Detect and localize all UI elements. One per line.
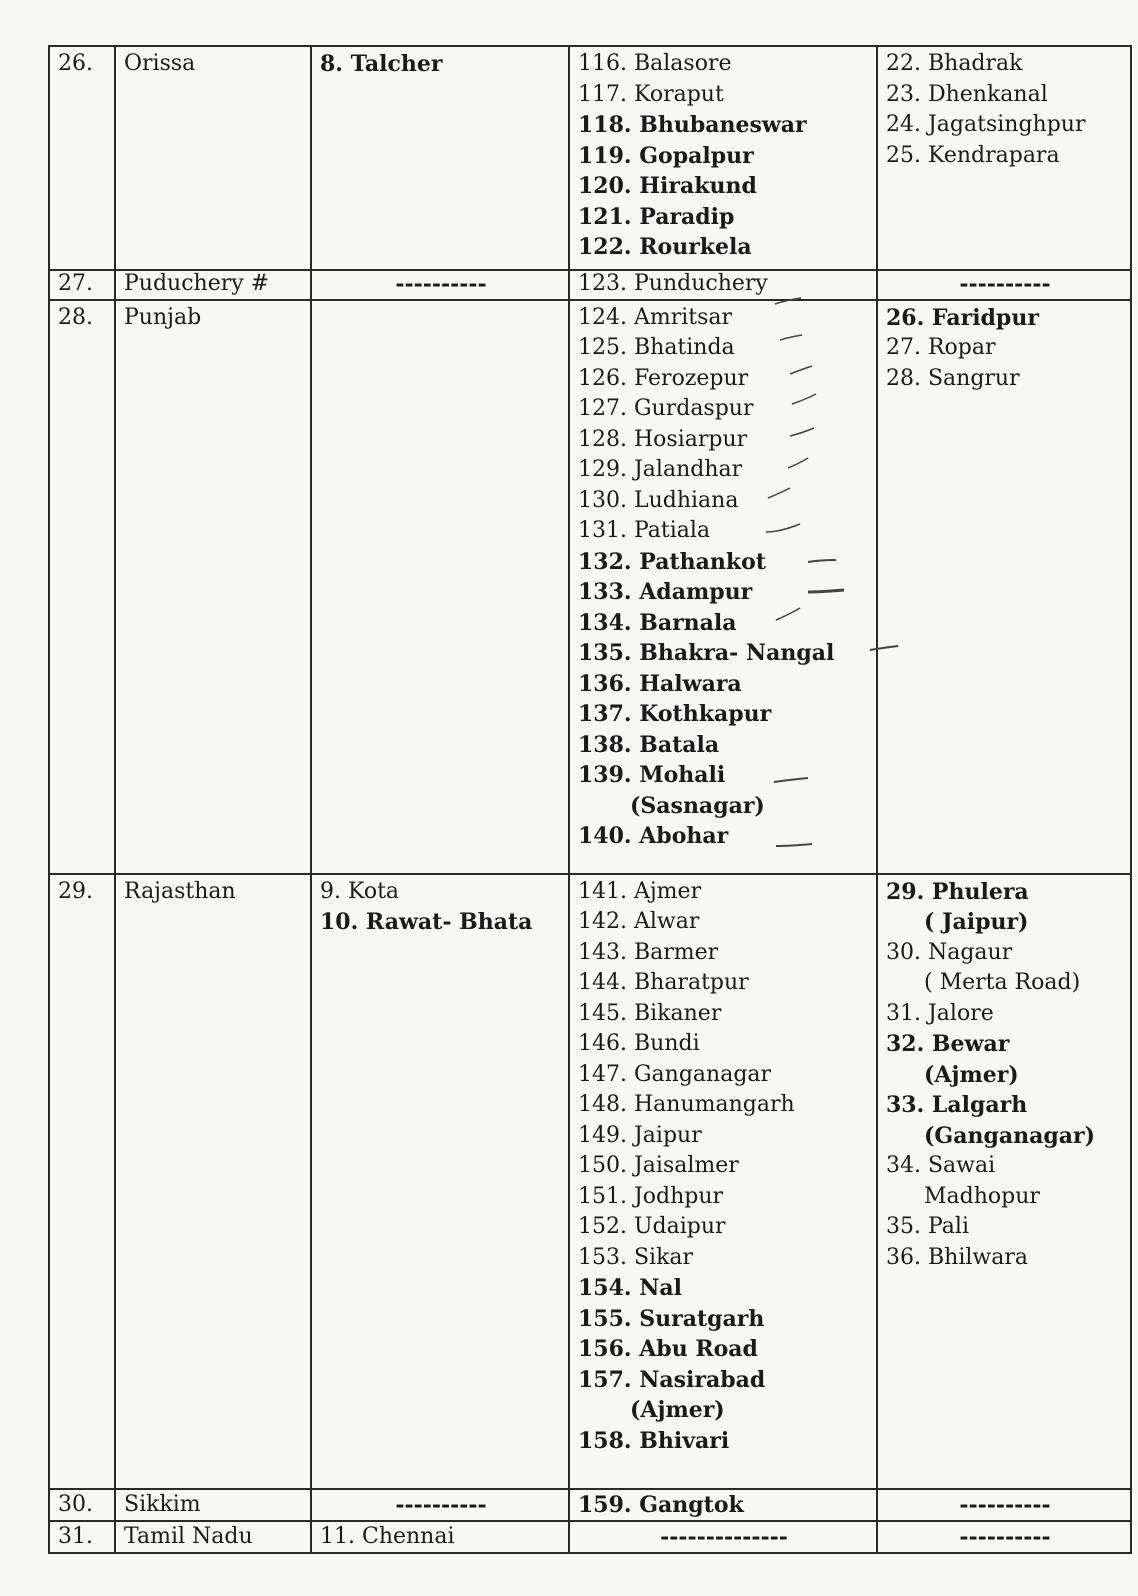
list-item: 117. Koraput [578,81,724,107]
list-item: 135. Bhakra- Nangal [578,640,835,666]
list-item: 33. Lalgarh [886,1092,1028,1118]
col3-cell [311,270,569,300]
list-item: 26. Faridpur [886,304,1039,331]
state-name-cell: Puduchery # [115,270,311,300]
col4-cell [569,270,877,300]
list-item: 147. Ganganagar [578,1061,772,1087]
empty-dash: ---------- [959,1491,1051,1518]
list-item: 122. Rourkela [578,234,752,260]
list-item: 8. Talcher [320,51,443,77]
list-item: 126. Ferozepur [578,365,749,391]
list-item: 9. Kota [320,878,400,904]
list-item: 120. Hirakund [578,173,757,199]
empty-dash: ---------- [959,270,1051,297]
list-item: ( Jaipur) [924,909,1029,935]
col4-cell [569,1521,877,1553]
list-item: 127. Gurdaspur [578,396,754,421]
list-item: 148. Hanumangarh [578,1092,795,1117]
col5-cell [877,1521,1131,1553]
list-item: 32. Bewar [886,1031,1010,1057]
list-item: 141. Ajmer [578,878,702,904]
list-item: 140. Abohar [578,823,729,849]
table-row [49,46,1131,270]
list-item: 129. Jalandhar [578,457,743,482]
table-row [49,300,1131,874]
list-item: 27. Ropar [886,335,996,360]
list-item: ( Merta Road) [924,970,1081,995]
list-item: 23. Dhenkanal [886,81,1048,107]
col4-cell [569,1489,877,1521]
list-item: 134. Barnala [578,609,737,636]
list-item: 151. Jodhpur [578,1183,724,1209]
list-item: 158. Bhivari [578,1427,730,1454]
list-item: 137. Kothkapur [578,701,772,727]
list-item: 124. Amritsar [578,304,733,330]
list-item: 157. Nasirabad [578,1366,766,1393]
table-row [49,874,1131,1489]
list-item: 138. Batala [578,731,720,758]
list-item: (Sasnagar) [630,792,765,819]
col5-cell [877,874,1131,1489]
col4-cell [569,46,877,270]
col5-cell [877,46,1131,270]
list-item: (Ganganagar) [924,1122,1095,1149]
col5-cell [877,270,1131,300]
col3-cell [311,46,569,270]
list-item: Madhopur [924,1183,1040,1209]
col5-cell [877,300,1131,874]
serial-number-cell: 30. [49,1489,115,1521]
empty-dash: ---------- [395,1491,487,1518]
col5-cell [877,1489,1131,1521]
list-item: 119. Gopalpur [578,142,754,169]
serial-number-cell: 31. [49,1521,115,1553]
list-item: 149. Jaipur [578,1122,702,1148]
col3-cell [311,874,569,1489]
list-item: 156. Abu Road [578,1336,758,1362]
state-name-cell: Orissa [115,46,311,270]
list-item: 153. Sikar [578,1244,694,1270]
table-row [49,1489,1131,1521]
serial-number-cell: 29. [49,874,115,1489]
serial-number-cell: 28. [49,300,115,874]
stations-table [48,45,1132,1554]
list-item: 36. Bhilwara [886,1244,1028,1270]
list-item: 34. Sawai [886,1153,996,1178]
list-item: 125. Bhatinda [578,335,735,360]
empty-dash: ---------- [395,270,487,297]
list-item: 31. Jalore [886,1000,994,1026]
list-item: 144. Bharatpur [578,970,749,995]
list-item: 152. Udaipur [578,1214,726,1239]
list-item: 154. Nal [578,1275,682,1301]
col3-cell [311,1521,569,1553]
col4-cell [569,300,877,874]
list-item: 155. Suratgarh [578,1305,765,1332]
list-item: 145. Bikaner [578,1000,722,1026]
list-item: 30. Nagaur [886,939,1013,965]
list-item: 121. Paradip [578,203,735,230]
list-item: (Ajmer) [924,1061,1019,1088]
list-item: 118. Bhubaneswar [578,112,807,138]
list-item: (Ajmer) [630,1397,725,1423]
list-item: 132. Pathankot [578,548,766,575]
list-item: 133. Adampur [578,579,753,605]
list-item: 139. Mohali [578,762,726,788]
list-item: 10. Rawat- Bhata [320,909,533,935]
list-item: 130. Ludhiana [578,487,739,513]
list-item: 35. Pali [886,1214,969,1239]
list-item: 116. Balasore [578,51,732,76]
list-item: 25. Kendrapara [886,142,1060,168]
list-item: 131. Patiala [578,518,711,543]
serial-number-cell: 27. [49,270,115,300]
table-row [49,270,1131,300]
list-item: 128. Hosiarpur [578,426,748,452]
col3-cell [311,1489,569,1521]
table-row [49,1521,1131,1553]
list-item: 123. Punduchery [578,270,768,296]
empty-dash: -------------- [660,1523,788,1550]
empty-dash: ---------- [959,1523,1051,1550]
list-item: 24. Jagatsinghpur [886,112,1086,137]
serial-number-cell: 26. [49,46,115,270]
col4-cell [569,874,877,1489]
list-item: 143. Barmer [578,939,719,965]
list-item: 146. Bundi [578,1031,700,1056]
list-item: 159. Gangtok [578,1491,744,1518]
list-item: 11. Chennai [320,1523,455,1549]
list-item: 136. Halwara [578,670,742,697]
list-item: 22. Bhadrak [886,51,1023,76]
list-item: 28. Sangrur [886,365,1020,391]
state-name-cell: Rajasthan [115,874,311,1489]
table-body [49,46,1131,1553]
list-item: 29. Phulera [886,878,1029,905]
col3-cell [311,300,569,874]
list-item: 150. Jaisalmer [578,1153,739,1178]
list-item: 142. Alwar [578,909,700,934]
state-name-cell: Punjab [115,300,311,874]
state-name-cell: Sikkim [115,1489,311,1521]
state-name-cell: Tamil Nadu [115,1521,311,1553]
